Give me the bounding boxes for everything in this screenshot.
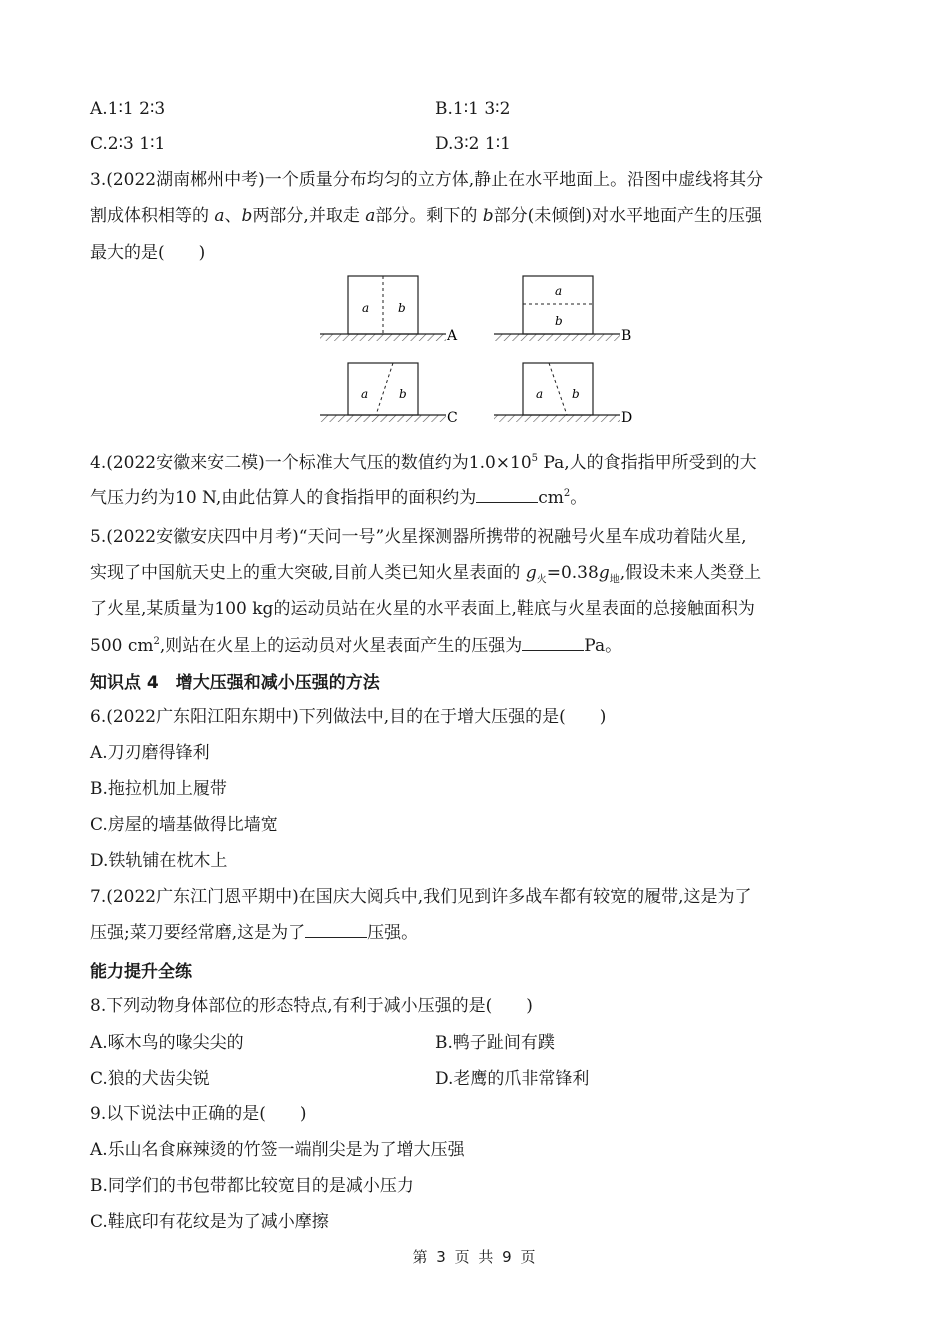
svg-text:A: A [447,328,458,344]
svg-text:a: a [362,301,370,315]
q3-stem-line3: 最大的是( ) [90,243,206,263]
figure-d [494,363,632,426]
svg-text:D: D [621,410,633,426]
figure-a [320,276,458,344]
q4-line1: 4.(2022安徽来安二模)一个标准大气压的数值约为$1.0\times 10^5$ Pa,人的食指指甲所受到的大 [90,453,757,473]
q7-line2: 压强;菜刀要经常磨,这是为了 压强。 [90,923,419,943]
section-heading-k4: 知识点 4 增大压强和减小压强的方法 [90,673,380,693]
svg-text:b: b [555,314,563,328]
q4-line2: 气压力约为10 N,由此估算人的食指指甲的面积约为 $cm^2$。 [90,488,588,508]
svg-text:a: a [555,284,563,298]
svg-text:a: a [361,387,369,401]
q2-option-b: B.1∶1 3∶2 [435,99,511,119]
page-footer: 第 3 页 共 9 页 [412,1248,538,1266]
q9-option-a: A.乐山名食麻辣烫的竹签一端削尖是为了增大压强 [90,1140,465,1160]
q5-line1: 5.(2022安徽安庆四中月考)“天问一号”火星探测器所携带的祝融号火星车成功着陆火星, [90,527,747,547]
q3-stem-line2: 割成体积相等的 a、b两部分,并取走 a部分。剩下的 b部分(未倾倒)对水平地面产生的压强 [90,206,762,226]
q5-line4: 500 $cm^2$,则站在火星上的运动员对火星表面产生的压强为 Pa。 [90,636,623,656]
q6-option-b: B.拖拉机加上履带 [90,779,227,799]
q2-option-c: C.2∶3 1∶1 [90,134,166,154]
svg-text:b: b [398,301,406,315]
q7-answer-blank[interactable] [305,923,367,938]
q2-option-a: A.1∶1 2∶3 [90,99,166,119]
svg-text:C: C [447,410,458,426]
figure-c [320,363,458,426]
section-heading-ability: 能力提升全练 [90,962,192,982]
q5-line3: 了火星,某质量为100 kg的运动员站在火星的水平表面上,鞋底与火星表面的总接触面积为 [90,599,755,619]
q5-answer-blank[interactable] [522,636,584,651]
q8-option-a: A.啄木鸟的喙尖尖的 [90,1033,244,1053]
q6-option-c: C.房屋的墙基做得比墙宽 [90,815,278,835]
q8-stem: 8.下列动物身体部位的形态特点,有利于减小压强的是( ) [90,996,533,1016]
figure-b [494,276,631,344]
svg-text:b: b [399,387,407,401]
q6-stem: 6.(2022广东阳江阳东期中)下列做法中,目的在于增大压强的是( ) [90,707,607,727]
q7-line1: 7.(2022广东江门恩平期中)在国庆大阅兵中,我们见到许多战车都有较宽的履带,这是为了 [90,887,752,907]
q9-option-b: B.同学们的书包带都比较宽目的是减小压力 [90,1176,414,1196]
q8-option-c: C.狼的犬齿尖锐 [90,1069,210,1089]
q4-answer-blank[interactable] [476,488,538,503]
q3-diagram [318,272,638,432]
svg-text:B: B [621,328,632,344]
q9-stem: 9.以下说法中正确的是( ) [90,1104,307,1124]
q6-option-a: A.刀刃磨得锋利 [90,743,210,763]
q5-line2: 实现了中国航天史上的重大突破,目前人类已知火星表面的 $g_火=0.38g_地$,假设未来人类登上 [90,563,762,586]
q8-option-d: D.老鹰的爪非常锋利 [435,1069,590,1089]
q9-option-c: C.鞋底印有花纹是为了减小摩擦 [90,1212,329,1232]
q3-stem-line1: 3.(2022湖南郴州中考)一个质量分布均匀的立方体,静止在水平地面上。沿图中虚线将其分 [90,170,764,190]
q6-option-d: D.铁轨铺在枕木上 [90,851,228,871]
svg-text:b: b [572,387,580,401]
q8-option-b: B.鸭子趾间有蹼 [435,1033,555,1053]
q2-option-d: D.3∶2 1∶1 [435,134,511,154]
svg-text:a: a [536,387,544,401]
